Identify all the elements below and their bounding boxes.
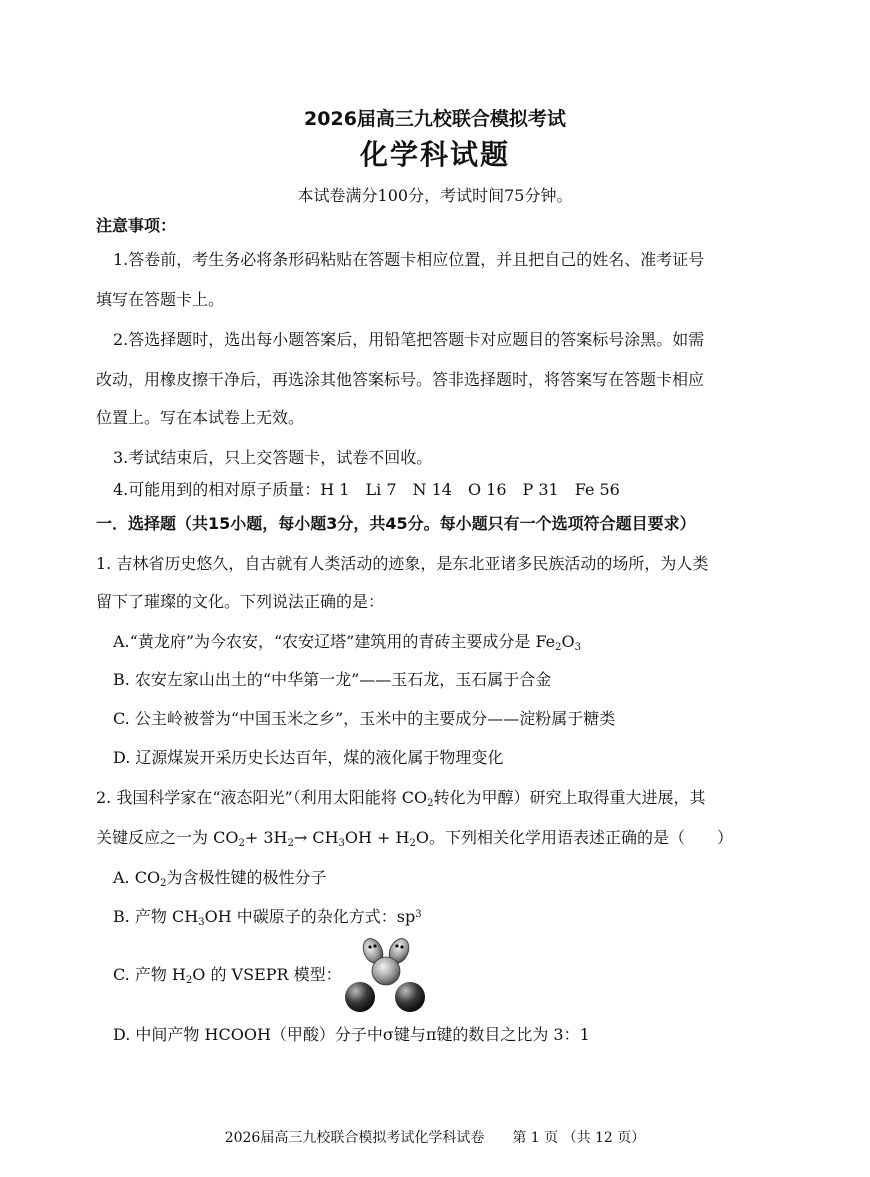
- q2-stem-line-2: 关键反应之一为 $CO_2+ 3H_2\to CH_3OH + H_2O$。下列相关化学用语表述正确的是（ ）: [96, 828, 733, 849]
- notice-item-2-line-3: 位置上。写在本试卷上无效。: [96, 408, 305, 427]
- q1-option-d: D. 辽源煤炭开采历史长达百年，煤的液化属于物理变化: [113, 748, 504, 767]
- water-vsepr-model-image: [342, 937, 428, 1015]
- notice-item-4: 4.可能用到的相对原子质量：H 1 Li 7 N 14 O 16 P 31 Fe 56: [113, 480, 620, 499]
- q1-stem-line-1: 1. 吉林省历史悠久，自古就有人类活动的迹象，是东北亚诸多民族活动的场所，为人类: [96, 554, 709, 573]
- exam-title: 2026届高三九校联合模拟考试: [304, 108, 566, 130]
- notice-item-2-line-2: 改动，用橡皮擦干净后，再选涂其他答案标号。答非选择题时，将答案写在答题卡相应: [96, 370, 705, 389]
- q2-option-a: A. $CO_2$为含极性键的极性分子: [113, 868, 327, 889]
- q2-stem-line-1: 2. 我国科学家在“液态阳光”（利用太阳能将 $CO_2$转化为甲醇）研究上取得重大进展，其: [96, 788, 706, 809]
- notice-item-3: 3.考试结束后，只上交答题卡，试卷不回收。: [113, 448, 433, 467]
- q1-stem-line-2: 留下了璀璨的文化。下列说法正确的是：: [96, 592, 385, 611]
- q1-option-a: A.“黄龙府”为今农安，“农安辽塔”建筑用的青砖主要成分是 $Fe_2O_3$: [113, 632, 582, 653]
- notice-item-1-line-2: 填写在答题卡上。: [96, 290, 225, 309]
- q2-option-d: D. 中间产物 HCOOH（甲酸）分子中σ键与π键的数目之比为 3：1: [113, 1025, 590, 1044]
- q1-option-b: B. 农安左家山出土的“中华第一龙”——玉石龙，玉石属于合金: [113, 670, 552, 689]
- exam-info: 本试卷满分100分，考试时间75分钟。: [297, 186, 573, 205]
- q2-option-b: B. 产物 $CH_3OH$ 中碳原子的杂化方式：$sp^3$: [113, 907, 422, 928]
- page-footer: 2026届高三九校联合模拟考试化学科试卷 第 1 页 （共 12 页）: [224, 1130, 646, 1146]
- notice-item-2-line-1: 2.答选择题时，选出每小题答案后，用铅笔把答题卡对应题目的答案标号涂黑。如需: [113, 330, 705, 349]
- q1-option-c: C. 公主岭被誉为“中国玉米之乡”，玉米中的主要成分——淀粉属于糖类: [113, 709, 616, 728]
- hydrogen-atom-right: [395, 982, 425, 1012]
- section-heading: 一．选择题（共15小题，每小题3分，共45分。每小题只有一个选项符合题目要求）: [96, 514, 696, 533]
- hydrogen-atom-left: [345, 982, 375, 1012]
- subject-title: 化学科试题: [359, 138, 510, 171]
- q2-option-c: C. 产物 $H_2O$ 的 VSEPR 模型：: [113, 965, 342, 986]
- notice-item-1-line-1: 1.答卷前，考生务必将条形码粘贴在答题卡相应位置，并且把自己的姓名、准考证号: [113, 250, 705, 269]
- notice-heading: 注意事项：: [96, 216, 177, 235]
- oxygen-atom: [372, 957, 400, 985]
